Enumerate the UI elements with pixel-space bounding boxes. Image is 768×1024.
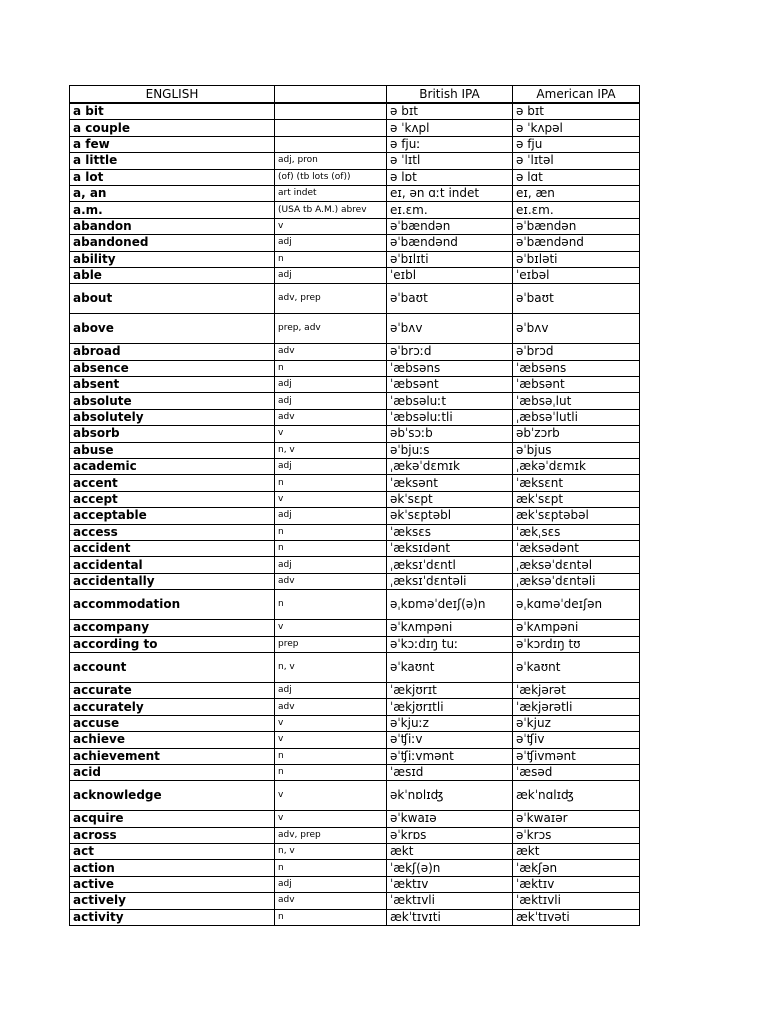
pos-cell: adj bbox=[275, 267, 387, 283]
pos-cell: n bbox=[275, 540, 387, 556]
word-cell: access bbox=[70, 524, 275, 540]
british-ipa-cell: ə bɪt bbox=[387, 103, 513, 120]
pos-cell: n, v bbox=[275, 844, 387, 860]
word-cell: ability bbox=[70, 251, 275, 267]
table-row bbox=[70, 393, 640, 409]
table-row bbox=[70, 860, 640, 876]
table-row bbox=[70, 876, 640, 892]
word-cell: academic bbox=[70, 459, 275, 475]
pos-cell: v bbox=[275, 811, 387, 827]
word-cell: actively bbox=[70, 893, 275, 909]
header-row bbox=[70, 86, 640, 104]
pos-cell: n bbox=[275, 909, 387, 925]
british-ipa-cell: ə ˈkʌpl bbox=[387, 120, 513, 136]
american-ipa-cell: ˈeɪbəl bbox=[513, 267, 640, 283]
word-cell: a little bbox=[70, 153, 275, 169]
table-row bbox=[70, 764, 640, 780]
pos-cell: adv bbox=[275, 893, 387, 909]
word-cell: accidentally bbox=[70, 573, 275, 589]
word-cell: achievement bbox=[70, 748, 275, 764]
word-cell: acid bbox=[70, 764, 275, 780]
pos-cell: n bbox=[275, 475, 387, 491]
pos-cell: v bbox=[275, 781, 387, 811]
table-row bbox=[70, 699, 640, 715]
american-ipa-cell: əˈbændən bbox=[513, 218, 640, 234]
pos-cell: n bbox=[275, 251, 387, 267]
pos-cell: adj bbox=[275, 876, 387, 892]
british-ipa-cell: əˈkrɒs bbox=[387, 827, 513, 843]
table-row bbox=[70, 540, 640, 556]
american-ipa-cell: əˈbɪləti bbox=[513, 251, 640, 267]
british-ipa-cell: əˈkaʊnt bbox=[387, 652, 513, 682]
pos-cell: (of) (tb lots (of)) bbox=[275, 169, 387, 185]
pos-cell: adj bbox=[275, 235, 387, 251]
american-ipa-cell: ə ˈkʌpəl bbox=[513, 120, 640, 136]
british-ipa-cell: ˈæktɪv bbox=[387, 876, 513, 892]
british-ipa-cell: ˈæsɪd bbox=[387, 764, 513, 780]
pos-cell: adj bbox=[275, 377, 387, 393]
table-row bbox=[70, 909, 640, 925]
american-ipa-cell: ˈæbsəns bbox=[513, 360, 640, 376]
table-row bbox=[70, 573, 640, 589]
word-cell: accidental bbox=[70, 557, 275, 573]
word-cell: action bbox=[70, 860, 275, 876]
word-cell: above bbox=[70, 314, 275, 344]
american-ipa-cell: əˈʧivmənt bbox=[513, 748, 640, 764]
british-ipa-cell: əˈbaʊt bbox=[387, 284, 513, 314]
pos-cell: adv bbox=[275, 699, 387, 715]
british-ipa-cell: əˈʧiːv bbox=[387, 732, 513, 748]
american-ipa-cell: ˈækʃən bbox=[513, 860, 640, 876]
american-ipa-cell: ˈæksədənt bbox=[513, 540, 640, 556]
word-cell: active bbox=[70, 876, 275, 892]
table-row bbox=[70, 827, 640, 843]
word-cell: activity bbox=[70, 909, 275, 925]
pos-cell: n, v bbox=[275, 442, 387, 458]
american-ipa-cell: əˈbrɔd bbox=[513, 344, 640, 360]
american-ipa-cell: əbˈzɔrb bbox=[513, 426, 640, 442]
american-ipa-cell: ˈæktɪvli bbox=[513, 893, 640, 909]
word-cell: accurately bbox=[70, 699, 275, 715]
american-ipa-cell: ˈæbsəˌlut bbox=[513, 393, 640, 409]
pos-cell: v bbox=[275, 715, 387, 731]
british-ipa-cell: əˈkɔːdɪŋ tuː bbox=[387, 636, 513, 652]
pos-cell bbox=[275, 136, 387, 152]
british-ipa-cell: ækˈtɪvɪti bbox=[387, 909, 513, 925]
word-cell: accommodation bbox=[70, 590, 275, 620]
pos-cell bbox=[275, 103, 387, 120]
word-cell: a lot bbox=[70, 169, 275, 185]
british-ipa-cell: əˈʧiːvmənt bbox=[387, 748, 513, 764]
british-ipa-cell: ˈæksənt bbox=[387, 475, 513, 491]
table-row bbox=[70, 202, 640, 218]
pos-cell: n bbox=[275, 860, 387, 876]
header-british-ipa: British IPA bbox=[387, 86, 513, 104]
pos-cell: v bbox=[275, 732, 387, 748]
table-row bbox=[70, 715, 640, 731]
british-ipa-cell: ˈækʃ(ə)n bbox=[387, 860, 513, 876]
american-ipa-cell: ækˈnɑlɪʤ bbox=[513, 781, 640, 811]
table-row bbox=[70, 377, 640, 393]
table-row bbox=[70, 120, 640, 136]
american-ipa-cell: ˌæksəˈdɛntəl bbox=[513, 557, 640, 573]
table-row bbox=[70, 748, 640, 764]
table-row bbox=[70, 169, 640, 185]
british-ipa-cell: ˈæksɪdənt bbox=[387, 540, 513, 556]
pos-cell: adv bbox=[275, 409, 387, 425]
british-ipa-cell: ˈækjʊrɪtli bbox=[387, 699, 513, 715]
table-row bbox=[70, 844, 640, 860]
word-cell: absence bbox=[70, 360, 275, 376]
american-ipa-cell: əˈbʌv bbox=[513, 314, 640, 344]
british-ipa-cell: əˈbɪlɪti bbox=[387, 251, 513, 267]
word-cell: acceptable bbox=[70, 508, 275, 524]
pos-cell: adj bbox=[275, 557, 387, 573]
word-cell: absolute bbox=[70, 393, 275, 409]
word-cell: a.m. bbox=[70, 202, 275, 218]
pos-cell: adj bbox=[275, 508, 387, 524]
header-pos bbox=[275, 86, 387, 104]
table-row bbox=[70, 409, 640, 425]
word-cell: accompany bbox=[70, 620, 275, 636]
word-cell: a few bbox=[70, 136, 275, 152]
british-ipa-cell: əˈbrɔːd bbox=[387, 344, 513, 360]
american-ipa-cell: əˈbjus bbox=[513, 442, 640, 458]
table-row bbox=[70, 781, 640, 811]
american-ipa-cell: ˈæbsənt bbox=[513, 377, 640, 393]
word-cell: absent bbox=[70, 377, 275, 393]
word-cell: according to bbox=[70, 636, 275, 652]
american-ipa-cell: ˈækˌsɛs bbox=[513, 524, 640, 540]
word-cell: act bbox=[70, 844, 275, 860]
word-cell: a couple bbox=[70, 120, 275, 136]
american-ipa-cell: ˌæbsəˈlutli bbox=[513, 409, 640, 425]
american-ipa-cell: əˈbændənd bbox=[513, 235, 640, 251]
british-ipa-cell: ˈæktɪvli bbox=[387, 893, 513, 909]
table-row bbox=[70, 344, 640, 360]
american-ipa-cell: ˈæsəd bbox=[513, 764, 640, 780]
word-cell: accent bbox=[70, 475, 275, 491]
pos-cell: art indet bbox=[275, 185, 387, 201]
american-ipa-cell: əˈkjuz bbox=[513, 715, 640, 731]
pos-cell: v bbox=[275, 491, 387, 507]
american-ipa-cell: ə ˈlɪtəl bbox=[513, 153, 640, 169]
table-row bbox=[70, 557, 640, 573]
british-ipa-cell: əˈbʌv bbox=[387, 314, 513, 344]
american-ipa-cell: ə fju bbox=[513, 136, 640, 152]
word-cell: across bbox=[70, 827, 275, 843]
american-ipa-cell: əˈʧiv bbox=[513, 732, 640, 748]
british-ipa-cell: eɪ.ɛm. bbox=[387, 202, 513, 218]
table-row bbox=[70, 314, 640, 344]
british-ipa-cell: ə fjuː bbox=[387, 136, 513, 152]
british-ipa-cell: əˈbændən bbox=[387, 218, 513, 234]
pos-cell: adv, prep bbox=[275, 827, 387, 843]
british-ipa-cell: ˌæksɪˈdɛntəli bbox=[387, 573, 513, 589]
american-ipa-cell: əˈkrɔs bbox=[513, 827, 640, 843]
american-ipa-cell: əˌkɑməˈdeɪʃən bbox=[513, 590, 640, 620]
pos-cell: n bbox=[275, 764, 387, 780]
british-ipa-cell: ˈeɪbl bbox=[387, 267, 513, 283]
pos-cell: adj bbox=[275, 459, 387, 475]
table-row bbox=[70, 524, 640, 540]
american-ipa-cell: ˈækjərət bbox=[513, 682, 640, 698]
pos-cell: v bbox=[275, 218, 387, 234]
british-ipa-cell: əˈbjuːs bbox=[387, 442, 513, 458]
british-ipa-cell: əkˈnɒlɪʤ bbox=[387, 781, 513, 811]
table-row bbox=[70, 218, 640, 234]
vocabulary-table bbox=[69, 85, 640, 926]
table-row bbox=[70, 153, 640, 169]
american-ipa-cell: ækˈsɛpt bbox=[513, 491, 640, 507]
word-cell: achieve bbox=[70, 732, 275, 748]
american-ipa-cell: ˌæksəˈdɛntəli bbox=[513, 573, 640, 589]
word-cell: absolutely bbox=[70, 409, 275, 425]
word-cell: a bit bbox=[70, 103, 275, 120]
british-ipa-cell: ˌæksɪˈdɛntl bbox=[387, 557, 513, 573]
header-english: ENGLISH bbox=[70, 86, 275, 104]
british-ipa-cell: əˈkʌmpəni bbox=[387, 620, 513, 636]
table-row bbox=[70, 652, 640, 682]
british-ipa-cell: əˈkjuːz bbox=[387, 715, 513, 731]
pos-cell: adj bbox=[275, 682, 387, 698]
british-ipa-cell: ˈæbsəluːtli bbox=[387, 409, 513, 425]
american-ipa-cell: əˈkʌmpəni bbox=[513, 620, 640, 636]
table-row bbox=[70, 475, 640, 491]
british-ipa-cell: əkˈsɛptəbl bbox=[387, 508, 513, 524]
word-cell: abroad bbox=[70, 344, 275, 360]
table-row bbox=[70, 811, 640, 827]
table-row bbox=[70, 491, 640, 507]
pos-cell: adv bbox=[275, 344, 387, 360]
american-ipa-cell: ə lɑt bbox=[513, 169, 640, 185]
word-cell: accurate bbox=[70, 682, 275, 698]
word-cell: about bbox=[70, 284, 275, 314]
header-american-ipa: American IPA bbox=[513, 86, 640, 104]
word-cell: account bbox=[70, 652, 275, 682]
table-row bbox=[70, 235, 640, 251]
british-ipa-cell: ˈæksɛs bbox=[387, 524, 513, 540]
british-ipa-cell: əbˈsɔːb bbox=[387, 426, 513, 442]
american-ipa-cell: əˈbaʊt bbox=[513, 284, 640, 314]
british-ipa-cell: əˈbændənd bbox=[387, 235, 513, 251]
american-ipa-cell: ækt bbox=[513, 844, 640, 860]
pos-cell: adj, pron bbox=[275, 153, 387, 169]
british-ipa-cell: əkˈsɛpt bbox=[387, 491, 513, 507]
pos-cell: n, v bbox=[275, 652, 387, 682]
pos-cell: (USA tb A.M.) abrev bbox=[275, 202, 387, 218]
american-ipa-cell: ˈæktɪv bbox=[513, 876, 640, 892]
word-cell: accept bbox=[70, 491, 275, 507]
pos-cell: n bbox=[275, 590, 387, 620]
table-row bbox=[70, 251, 640, 267]
word-cell: acquire bbox=[70, 811, 275, 827]
american-ipa-cell: ˈæksɛnt bbox=[513, 475, 640, 491]
british-ipa-cell: əˌkɒməˈdeɪʃ(ə)n bbox=[387, 590, 513, 620]
american-ipa-cell: əˈkwaɪər bbox=[513, 811, 640, 827]
american-ipa-cell: ˌækəˈdɛmɪk bbox=[513, 459, 640, 475]
word-cell: accident bbox=[70, 540, 275, 556]
table-row bbox=[70, 636, 640, 652]
table-row bbox=[70, 732, 640, 748]
british-ipa-cell: ækt bbox=[387, 844, 513, 860]
word-cell: abuse bbox=[70, 442, 275, 458]
american-ipa-cell: ækˈsɛptəbəl bbox=[513, 508, 640, 524]
word-cell: accuse bbox=[70, 715, 275, 731]
table-row bbox=[70, 459, 640, 475]
pos-cell: prep, adv bbox=[275, 314, 387, 344]
word-cell: absorb bbox=[70, 426, 275, 442]
british-ipa-cell: ə lɒt bbox=[387, 169, 513, 185]
pos-cell: n bbox=[275, 360, 387, 376]
table-row bbox=[70, 508, 640, 524]
british-ipa-cell: ˌækəˈdɛmɪk bbox=[387, 459, 513, 475]
american-ipa-cell: eɪ.ɛm. bbox=[513, 202, 640, 218]
table-row bbox=[70, 682, 640, 698]
british-ipa-cell: ˈækjʊrɪt bbox=[387, 682, 513, 698]
table-row bbox=[70, 893, 640, 909]
british-ipa-cell: ə ˈlɪtl bbox=[387, 153, 513, 169]
american-ipa-cell: ækˈtɪvəti bbox=[513, 909, 640, 925]
pos-cell: n bbox=[275, 524, 387, 540]
pos-cell: v bbox=[275, 426, 387, 442]
british-ipa-cell: əˈkwaɪə bbox=[387, 811, 513, 827]
british-ipa-cell: ˈæbsəluːt bbox=[387, 393, 513, 409]
word-cell: abandoned bbox=[70, 235, 275, 251]
table-row bbox=[70, 442, 640, 458]
american-ipa-cell: ˈækjərətli bbox=[513, 699, 640, 715]
british-ipa-cell: ˈæbsənt bbox=[387, 377, 513, 393]
american-ipa-cell: əˈkɔrdɪŋ tʊ bbox=[513, 636, 640, 652]
word-cell: acknowledge bbox=[70, 781, 275, 811]
american-ipa-cell: əˈkaʊnt bbox=[513, 652, 640, 682]
table-row bbox=[70, 136, 640, 152]
word-cell: abandon bbox=[70, 218, 275, 234]
pos-cell: adv bbox=[275, 573, 387, 589]
word-cell: a, an bbox=[70, 185, 275, 201]
pos-cell: prep bbox=[275, 636, 387, 652]
table-row bbox=[70, 426, 640, 442]
table-row bbox=[70, 103, 640, 120]
british-ipa-cell: eɪ, ən ɑːt indet bbox=[387, 185, 513, 201]
pos-cell: adj bbox=[275, 393, 387, 409]
table-row bbox=[70, 284, 640, 314]
table-row bbox=[70, 620, 640, 636]
british-ipa-cell: ˈæbsəns bbox=[387, 360, 513, 376]
table-row bbox=[70, 590, 640, 620]
word-cell: able bbox=[70, 267, 275, 283]
pos-cell: v bbox=[275, 620, 387, 636]
american-ipa-cell: eɪ, æn bbox=[513, 185, 640, 201]
pos-cell: n bbox=[275, 748, 387, 764]
american-ipa-cell: ə bɪt bbox=[513, 103, 640, 120]
table-row bbox=[70, 360, 640, 376]
table-row bbox=[70, 185, 640, 201]
pos-cell: adv, prep bbox=[275, 284, 387, 314]
table-row bbox=[70, 267, 640, 283]
pos-cell bbox=[275, 120, 387, 136]
